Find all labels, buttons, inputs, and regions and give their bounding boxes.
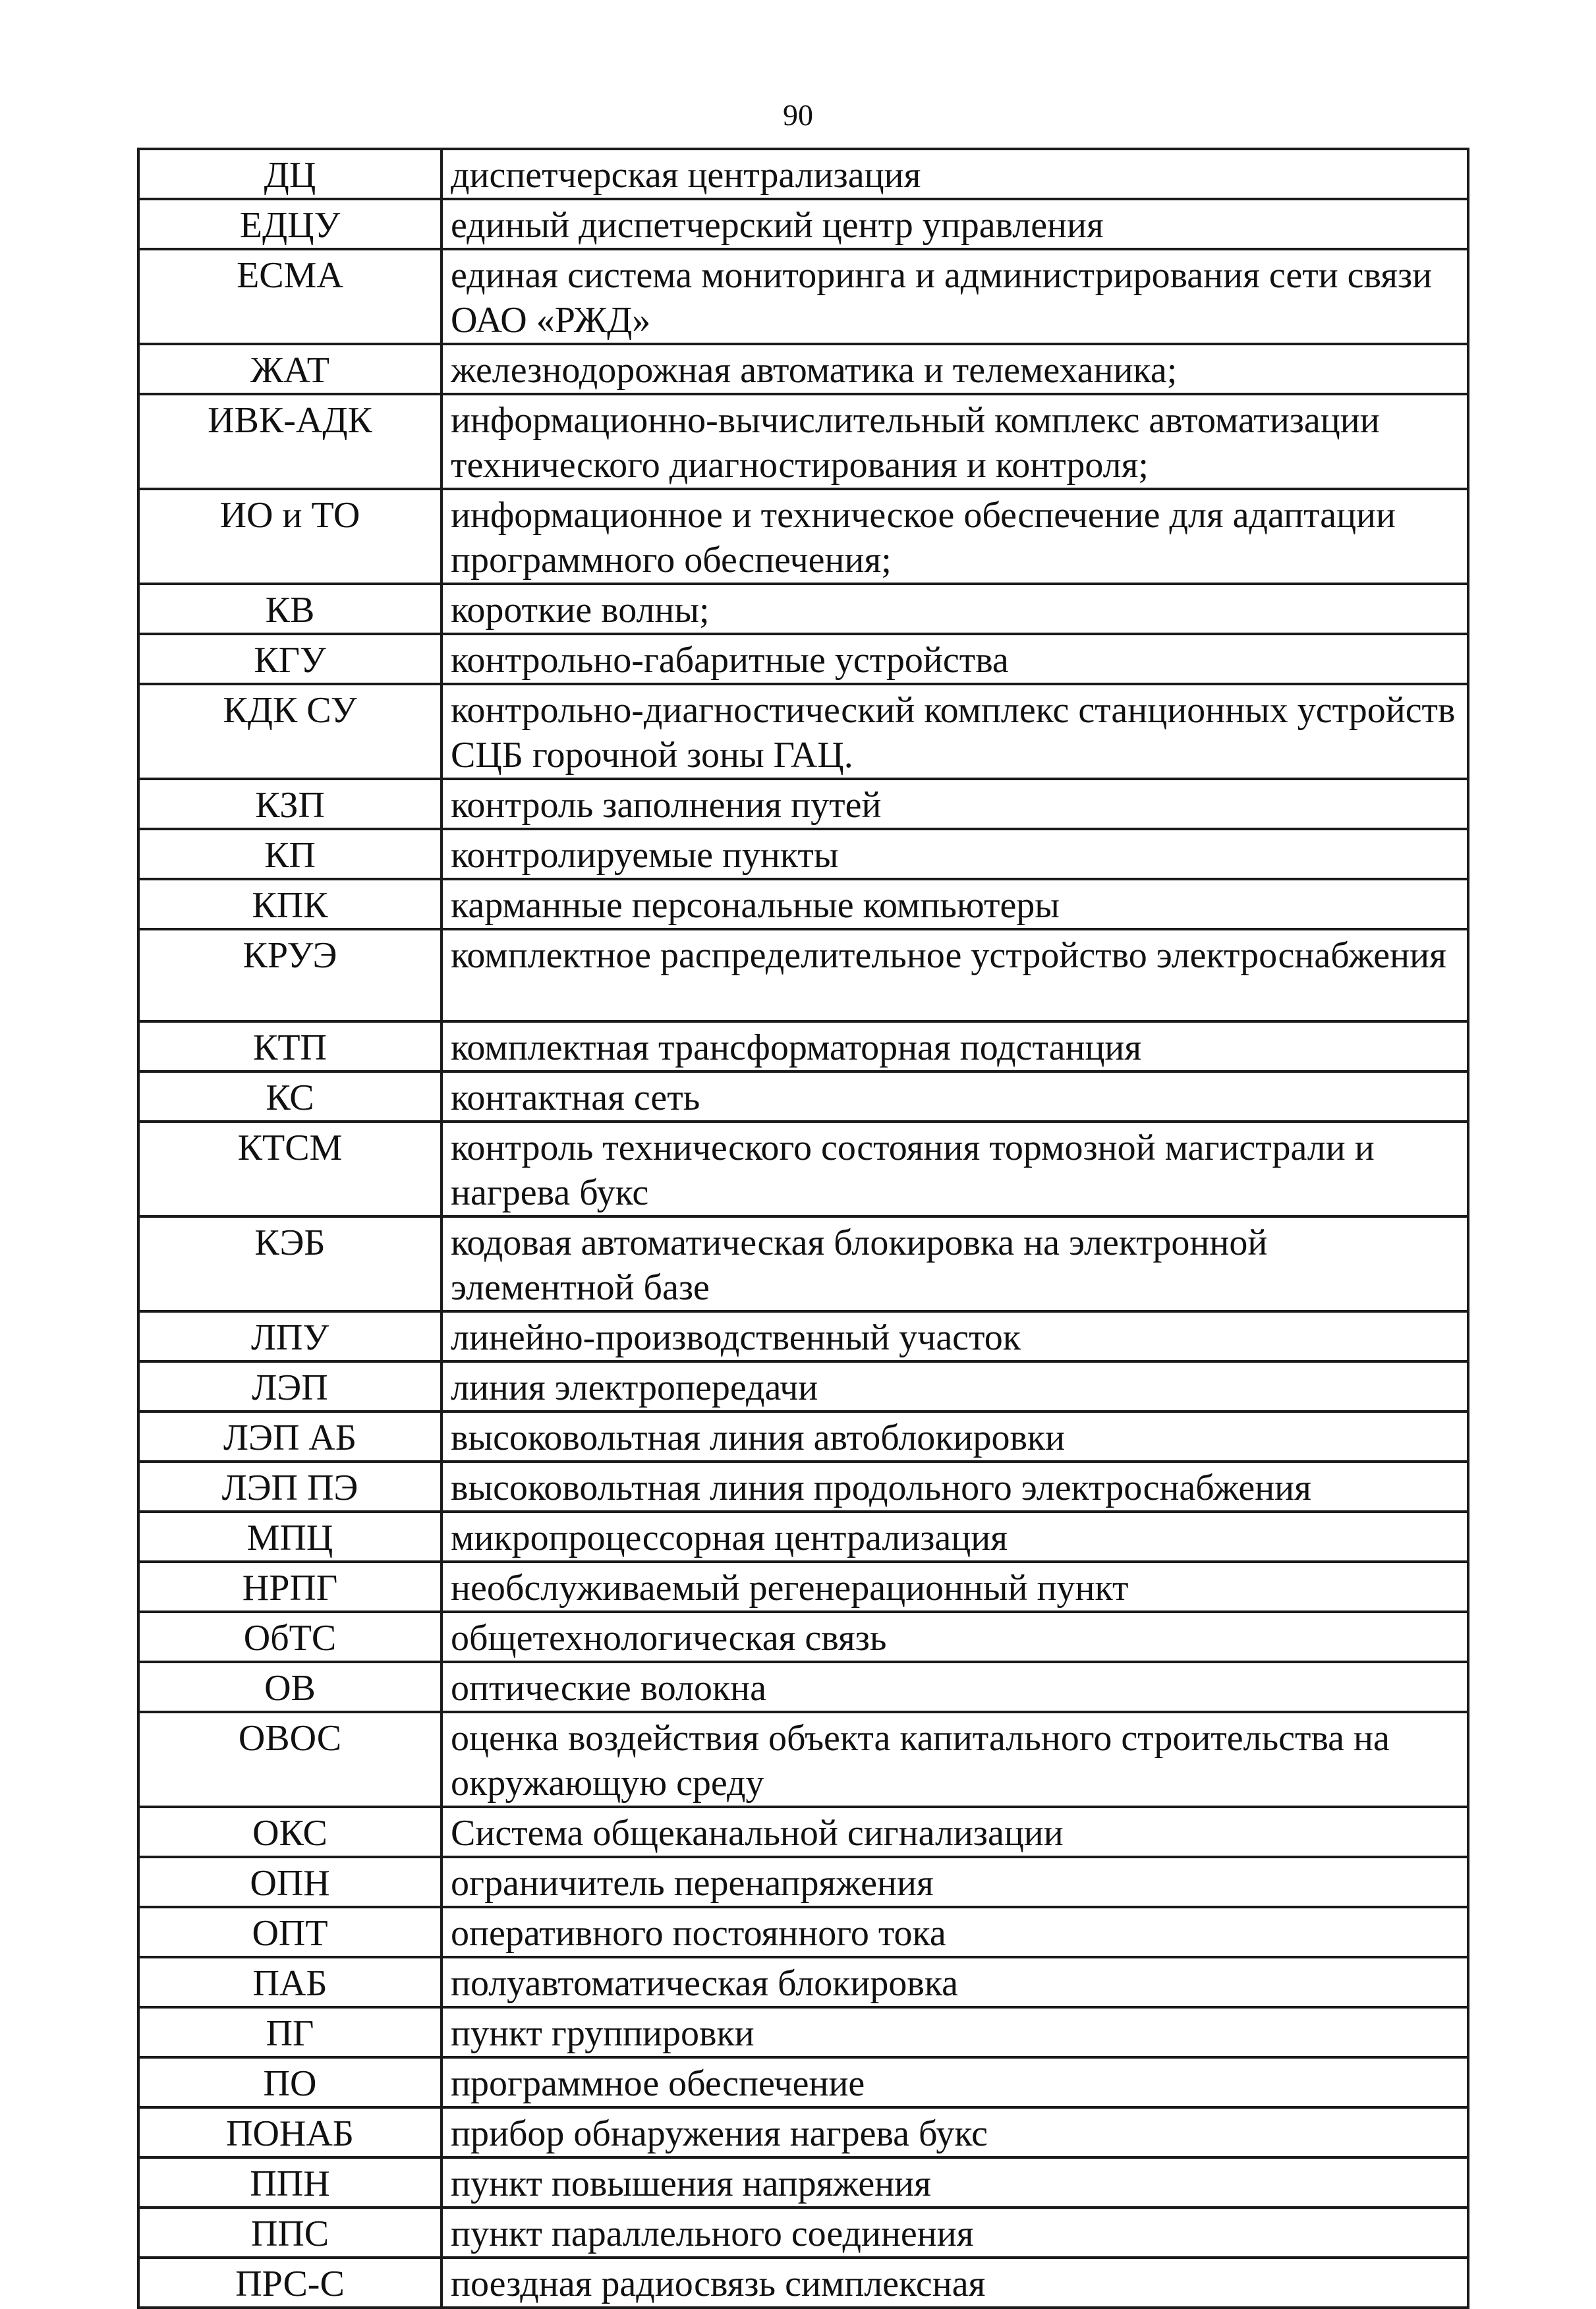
abbreviations-table-body [138,149,1468,2308]
abbreviation-cell: ПГ [138,2007,442,2057]
abbreviation-cell: ОКС [138,1807,442,1857]
abbreviation-cell: ЕДЦУ [138,199,442,249]
table-row [138,1712,1468,1807]
description-cell: пункт группировки [442,2007,1468,2057]
table-row [138,1807,1468,1857]
abbreviation-cell: КТП [138,1021,442,1071]
description-cell: кодовая автоматическая блокировка на электронной элементной базе [442,1216,1468,1311]
table-row [138,344,1468,394]
description-cell: общетехнологическая связь [442,1612,1468,1662]
table-row [138,584,1468,634]
abbreviation-cell: ОПН [138,1857,442,1907]
description-cell: контрольно-диагностический комплекс станционных устройств СЦБ горочной зоны ГАЦ. [442,684,1468,779]
table-row [138,1021,1468,1071]
description-cell: пункт параллельного соединения [442,2208,1468,2258]
abbreviation-cell: ЛПУ [138,1311,442,1361]
description-cell: комплектная трансформаторная подстанция [442,1021,1468,1071]
table-row [138,1361,1468,1411]
table-row [138,2107,1468,2157]
table-row [138,1562,1468,1612]
description-cell: единая система мониторинга и администрирования сети связи ОАО «РЖД» [442,249,1468,344]
table-row [138,1957,1468,2007]
abbreviation-cell: ДЦ [138,149,442,199]
table-row [138,929,1468,1021]
table-row [138,2057,1468,2107]
table-row [138,2007,1468,2057]
description-cell: оценка воздействия объекта капитального строительства на окружающую среду [442,1712,1468,1807]
description-cell: контрольно-габаритные устройства [442,634,1468,684]
description-cell: Система общеканальной сигнализации [442,1807,1468,1857]
description-cell: информационно-вычислительный комплекс автоматизации технического диагностирования и контроля; [442,394,1468,489]
description-cell: полуавтоматическая блокировка [442,1957,1468,2007]
abbreviation-cell: КЗП [138,779,442,829]
table-row [138,779,1468,829]
page-number: 90 [783,98,813,132]
table-row [138,829,1468,879]
table-row [138,394,1468,489]
abbreviation-cell: КЭБ [138,1216,442,1311]
abbreviation-cell: МПЦ [138,1512,442,1562]
abbreviation-cell: КТСМ [138,1122,442,1216]
abbreviations-table [137,148,1469,2309]
description-cell: железнодорожная автоматика и телемеханика; [442,344,1468,394]
table-row [138,199,1468,249]
abbreviation-cell: КПК [138,879,442,929]
table-row [138,634,1468,684]
description-cell: микропроцессорная централизация [442,1512,1468,1562]
abbreviation-cell: ЕСМА [138,249,442,344]
table-row [138,1071,1468,1122]
table-row [138,1122,1468,1216]
abbreviation-cell: ППС [138,2208,442,2258]
abbreviation-cell: ЛЭП ПЭ [138,1462,442,1512]
description-cell: программное обеспечение [442,2057,1468,2107]
table-row [138,1857,1468,1907]
abbreviation-cell: ОПТ [138,1907,442,1957]
description-cell: необслуживаемый регенерационный пункт [442,1562,1468,1612]
abbreviation-cell: ЖАТ [138,344,442,394]
abbreviation-cell: КВ [138,584,442,634]
description-cell: контроль заполнения путей [442,779,1468,829]
table-row [138,149,1468,199]
abbreviation-cell: ЛЭП АБ [138,1411,442,1462]
description-cell: комплектное распределительное устройство электроснабжения [442,929,1468,1021]
description-cell: контролируемые пункты [442,829,1468,879]
description-cell: единый диспетчерский центр управления [442,199,1468,249]
description-cell: карманные персональные компьютеры [442,879,1468,929]
description-cell: оперативного постоянного тока [442,1907,1468,1957]
abbreviation-cell: ПО [138,2057,442,2107]
table-row [138,489,1468,584]
table-row [138,1216,1468,1311]
abbreviation-cell: ППН [138,2157,442,2208]
table-row [138,1662,1468,1712]
description-cell: контроль технического состояния тормозной магистрали и нагрева букс [442,1122,1468,1216]
abbreviation-cell: ИВК-АДК [138,394,442,489]
table-row [138,684,1468,779]
abbreviation-cell: КРУЭ [138,929,442,1021]
table-row [138,1512,1468,1562]
description-cell: диспетчерская централизация [442,149,1468,199]
description-cell: линейно-производственный участок [442,1311,1468,1361]
table-row [138,1411,1468,1462]
description-cell: контактная сеть [442,1071,1468,1122]
table-row [138,1907,1468,1957]
abbreviation-cell: ОВ [138,1662,442,1712]
abbreviation-cell: КГУ [138,634,442,684]
abbreviation-cell: ПОНАБ [138,2107,442,2157]
abbreviation-cell: ПРС-С [138,2258,442,2308]
table-row [138,249,1468,344]
abbreviation-cell: ИО и ТО [138,489,442,584]
abbreviation-cell: ОбТС [138,1612,442,1662]
table-row [138,1311,1468,1361]
table-row [138,2208,1468,2258]
description-cell: оптические волокна [442,1662,1468,1712]
abbreviation-cell: КС [138,1071,442,1122]
abbreviation-cell: НРПГ [138,1562,442,1612]
description-cell: короткие волны; [442,584,1468,634]
table-row [138,2258,1468,2308]
description-cell: высоковольтная линия продольного электроснабжения [442,1462,1468,1512]
description-cell: ограничитель перенапряжения [442,1857,1468,1907]
table-row [138,1462,1468,1512]
abbreviation-cell: ЛЭП [138,1361,442,1411]
description-cell: пункт повышения напряжения [442,2157,1468,2208]
abbreviation-cell: ПАБ [138,1957,442,2007]
abbreviation-cell: КДК СУ [138,684,442,779]
description-cell: линия электропередачи [442,1361,1468,1411]
description-cell: высоковольтная линия автоблокировки [442,1411,1468,1462]
table-row [138,1612,1468,1662]
abbreviation-cell: КП [138,829,442,879]
table-row [138,2157,1468,2208]
table-row [138,879,1468,929]
description-cell: информационное и техническое обеспечение для адаптации программного обеспечения; [442,489,1468,584]
abbreviation-cell: ОВОС [138,1712,442,1807]
description-cell: прибор обнаружения нагрева букс [442,2107,1468,2157]
description-cell: поездная радиосвязь симплексная [442,2258,1468,2308]
